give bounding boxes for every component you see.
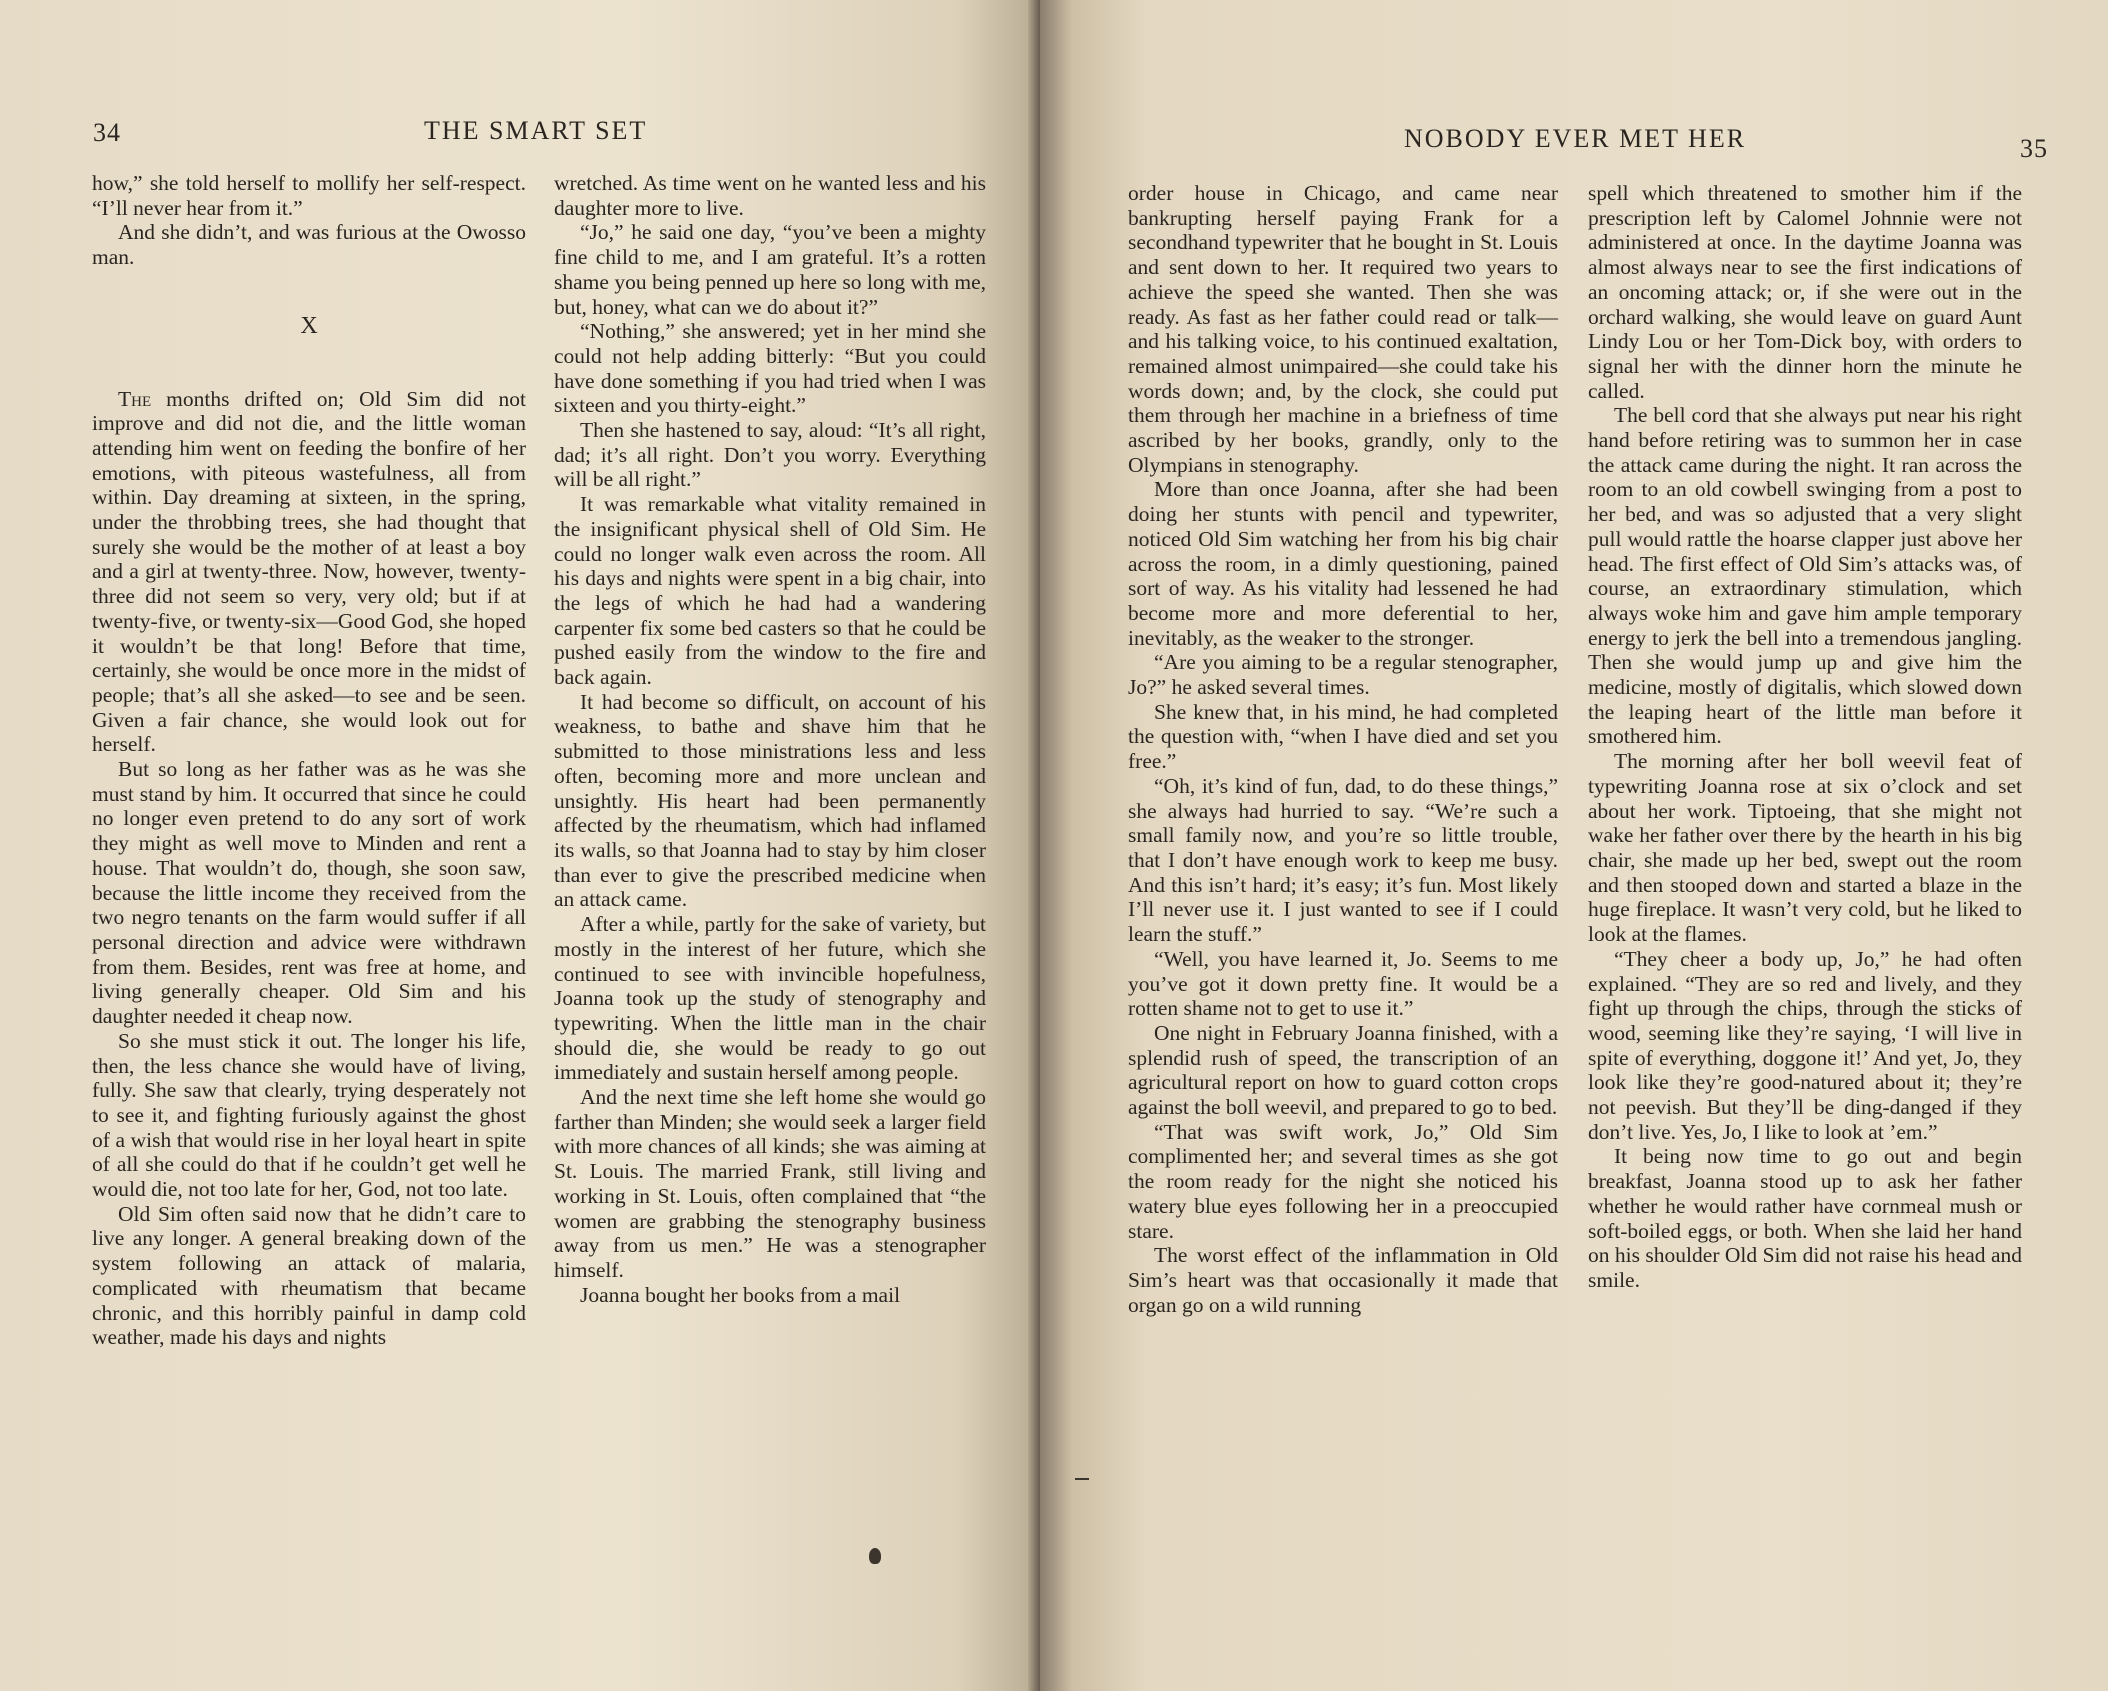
paragraph: spell which threatened to smother him if the prescription left by Calomel Johnnie were not administered at once. In the daytime Joanna was almost always near to see the first indications of an oncoming attack; or, if she were out in the orchard walking, she would leave on guard Aunt Lindy Lou or her Tom-Dick boy, with orders to signal her with the dinner horn the minute he called. (1588, 181, 2022, 403)
paragraph: After a while, partly for the sake of variety, but mostly in the interest of her future, which she continued to see with invincible hopefulness, Joanna took up the study of stenography and typewriting. When the little man in the chair should die, she would be ready to go out immediately and sustain herself among people. (554, 912, 986, 1085)
paragraph: Old Sim often said now that he didn’t care to live any longer. A general breaking down of the system following an attack of malaria, complicated with rheumatism that became chronic, and this horribly painful in damp cold weather, made his days and nights (92, 1201, 526, 1350)
paragraph: how,” she told herself to mollify her self-respect. “I’ll never hear from it.” (92, 171, 526, 220)
paragraph: So she must stick it out. The longer his life, then, the less chance she would have of living, fully. She saw that clearly, trying desperately not to see it, and fighting furiously against the ghost of a wish that would rise in her loyal heart in spite of all she could do that if he couldn’t get well he would die, not too late for her, God, not too late. (92, 1028, 526, 1202)
text-column-2 (554, 171, 986, 1307)
paragraph: “Oh, it’s kind of fun, dad, to do these things,” she always had hurried to say. “We’re such a small family now, and you’re so little trouble, that I don’t have enough work to keep me busy. And this isn’t hard; it’s easy; it’s fun. Most likely I’ll never use it. I just wanted to see if I could learn the stuff.” (1128, 773, 1558, 947)
text-column-1 (1128, 181, 1558, 1317)
ink-spot (869, 1548, 881, 1564)
running-head: THE SMART SET (424, 116, 648, 145)
paragraph: “They cheer a body up, Jo,” he had often explained. “They are so red and lively, and they fight up through the chips, through the sticks of wood, seeming like they’re saying, ‘I will live in spite of everything, doggone it!’ And yet, Jo, they look like they’re good-natured about it; they’re not peevish. But they’ll be ding-danged if they don’t live. Yes, Jo, I like to look at ’em.” (1588, 946, 2022, 1144)
paragraph: And the next time she left home she would go farther than Minden; she would seek a larger field with more chances of all kinds; she was aiming at St. Louis. The married Frank, still living and working in St. Louis, often complained that “the women are grabbing the stenography business away from us men.” He was a stenographer himself. (554, 1085, 986, 1282)
paragraph: “Jo,” he said one day, “you’ve been a mighty fine child to me, and I am grateful. It’s a rotten shame you being penned up here so long with me, but, honey, what can we do about it?” (554, 220, 986, 319)
paragraph: The morning after her boll weevil feat of typewriting Joanna rose at six o’clock and set about her work. Tiptoeing, that she might not wake her father over there by the hearth in his big chair, she made up her bed, swept out the room and then stooped down and started a blaze in the huge fireplace. It wasn’t very cold, but he liked to look at the flames. (1588, 749, 2022, 947)
paragraph: The months drifted on; Old Sim did not improve and did not die, and the little woman attending him went on feeding the bonfire of her emotions, with piteous wastefulness, all from within. Day dreaming at sixteen, in the spring, under the throbbing trees, she had thought that surely she would be the mother of at least a boy and a girl at twenty-three. Now, however, twenty-three did not seem so very, very old; but if at twenty-five, or twenty-six—Good God, she hoped it wouldn’t be that long! Before that time, certainly, she would be once more in the midst of people; that’s all she asked—to see and be seen. Given a fair chance, she would look out for herself. (92, 386, 526, 757)
paragraph: And she didn’t, and was furious at the Owosso man. (92, 220, 526, 270)
paragraph: More than once Joanna, after she had been doing her stunts with pencil and typewriter, noticed Old Sim watching her from his big chair across the room, in a dimly questioning, pained sort of way. As his vitality had lessened he had become more and more deferential to her, inevitably, as the weaker to the stronger. (1128, 477, 1558, 650)
page-number: 35 (2020, 134, 2048, 163)
paragraph: Joanna bought her books from a mail (580, 1282, 901, 1307)
paragraph: One night in February Joanna finished, with a splendid rush of speed, the transcription of an agricultural report on how to guard cotton crops against the boll weevil, and prepared to go to bed. (1128, 1020, 1558, 1120)
paragraph: “Well, you have learned it, Jo. Seems to me you’ve got it down pretty fine. It would be a rotten shame not to get to use it.” (1128, 946, 1558, 1021)
paragraph: It had become so difficult, on account of his weakness, to bathe and shave him that he submitted to those ministrations less and less often, becoming more and more unclean and unsightly. His heart had been permanently affected by the rheumatism, which had inflamed its walls, so that Joanna had to stay by him closer than ever to give the prescribed medicine when an attack came. (554, 689, 986, 912)
margin-mark (1075, 1478, 1089, 1480)
page-number: 34 (93, 118, 121, 147)
paragraph: The worst effect of the inflammation in Old Sim’s heart was that occasionally it made that organ go on a wild running (1128, 1243, 1558, 1317)
text-column-2 (1588, 181, 2022, 1293)
paragraph: The bell cord that she always put near his right hand before retiring was to summon her in case the attack came during the night. It ran across the room to an old cowbell swinging from a post to her bed, and was so adjusted that a very slight pull would rattle the hoarse clapper just above her head. The first effect of Old Sim’s attacks was, of course, an extraordinary stimulation, which always woke him and gave him ample temporary energy to jerk the bell into a tremendous jangling. Then she would jump up and give him the medicine, mostly of digitalis, which slowed down the leaping heart of the little man before it smothered him. (1588, 403, 2022, 749)
chapter-number: X (300, 312, 318, 339)
text-column-1 (92, 171, 526, 1350)
paragraph: But so long as her father was as he was she must stand by him. It occurred that since he could no longer even pretend to do any sort of work they might as well move to Minden and rent a house. That wouldn’t do, though, she soon saw, because the little income they received from the two negro tenants on the farm would suffer if all personal direction and advice were withdrawn from them. Besides, rent was free at home, and living generally cheaper. Old Sim and his daughter needed it cheap now. (92, 757, 526, 1029)
paragraph: order house in Chicago, and came near bankrupting herself paying Frank for a secondhand typewriter that he bought in St. Louis and sent down to her. It required two years to achieve the speed she wanted. Then she was ready. As fast as her father could read or talk—and his talking voice, to his continued exaltation, remained almost unimpaired—she could take his words down; and, by the clock, she could put them through her machine in a briefness of time ascribed by her books, grandly, only to the Olympians in stenography. (1128, 181, 1558, 477)
paragraph: It being now time to go out and begin breakfast, Joanna stood up to ask her father whether he would rather have cornmeal mush or soft-boiled eggs, or both. When she laid her hand on his shoulder Old Sim did not raise his head and smile. (1588, 1144, 2022, 1292)
paragraph: Then she hastened to say, aloud: “It’s all right, dad; it’s all right. Don’t you worry. Everything will be all right.” (554, 418, 986, 492)
left-page (0, 0, 1040, 1691)
paragraph: “Are you aiming to be a regular stenographer, Jo?” he asked several times. (1128, 650, 1558, 700)
paragraph: “That was swift work, Jo,” Old Sim complimented her; and several times as she got the room ready for the night she noticed his watery blue eyes following her in a preoccupied stare. (1128, 1119, 1558, 1243)
paragraph: “Nothing,” she answered; yet in her mind she could not help adding bitterly: “But you could have done something if you had tried when I was sixteen and you thirty-eight.” (554, 319, 986, 418)
paragraph: wretched. As time went on he wanted less and his daughter more to live. (554, 171, 986, 220)
right-page (1040, 0, 2108, 1691)
running-head: NOBODY EVER MET HER (1404, 124, 1747, 153)
paragraph: It was remarkable what vitality remained in the insignificant physical shell of Old Sim. He could no longer walk even across the room. All his days and nights were spent in a big chair, into the legs of which he had had a wandering carpenter fix some bed casters so that he could be pushed easily from the window to the fire and back again. (554, 492, 986, 690)
paragraph: She knew that, in his mind, he had completed the question with, “when I have died and set you free.” (1128, 699, 1558, 774)
